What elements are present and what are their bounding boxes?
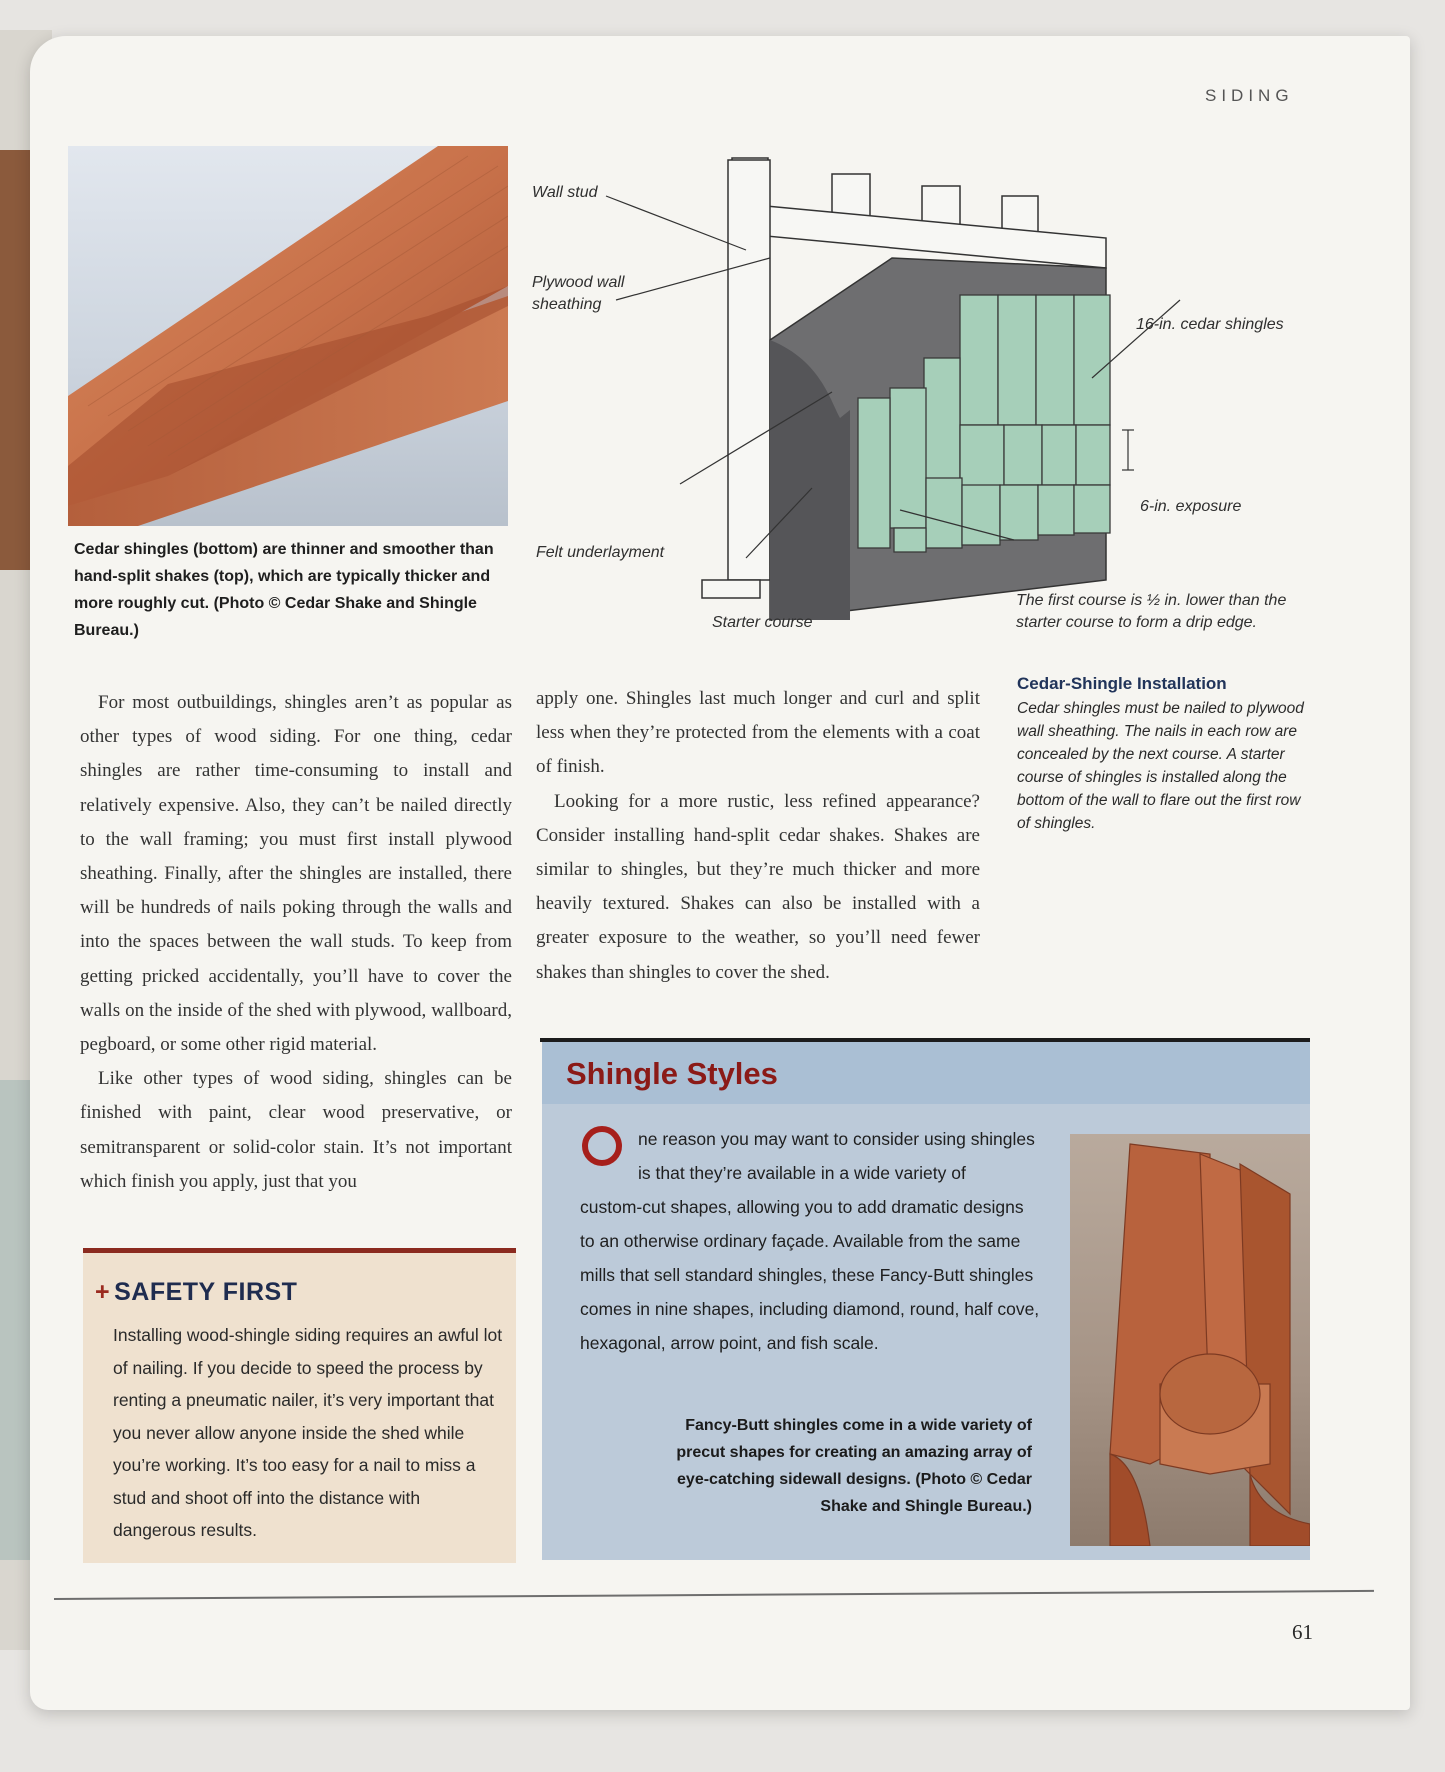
diagram-caption — [1017, 674, 1317, 835]
label-exposure: 6-in. exposure — [1140, 498, 1242, 515]
fancy-butt-illustration — [1070, 1134, 1310, 1546]
label-wall-stud: Wall stud — [532, 184, 598, 201]
fancy-butt-shingles-photo — [1070, 1134, 1310, 1546]
diagram-caption-title: Cedar-Shingle Installation — [1017, 674, 1227, 693]
label-starter-course: Starter course — [712, 614, 813, 631]
page-number: 61 — [1292, 1620, 1313, 1644]
shingle-styles-title: Shingle Styles — [566, 1056, 778, 1091]
body-paragraph: For most outbuildings, shingles aren’t as popular as other types of wood siding. For one thing, cedar shingles are rather time-consuming to install and relatively expensive. Also, they can’t be nailed directly to the wall framing; you must first install plywood sheathing. Finally, after the shingles are installed, there will be hundreds of nails poking through the walls and into the spaces between the wall studs. To keep from getting pricked accidentally, you’ll have to cover the walls on the inside of the shed with plywood, wallboard, pegboard, or some other rigid material. — [80, 692, 512, 1056]
label-felt: Felt underlayment — [536, 544, 665, 561]
label-first-course-1: The first course is ½ in. lower than the — [1016, 592, 1287, 609]
intro-rest: custom-cut shapes, allowing you to add dramatic designs to an otherwise ordinary façade. Available from the same mills that sell standard shingles, these Fancy-Butt shingles comes in nine shapes, including diamond, round, half cove, hexagonal, arrow point, and fish scale. — [580, 1197, 1040, 1353]
photo-caption: Cedar shingles (bottom) are thinner and smoother than hand-split shakes (top), which are typically thicker and more roughly cut. (Photo © Cedar Shake and Shingle Bureau.) — [74, 541, 494, 639]
label-first-course-2: starter course to form a drip edge. — [1016, 614, 1257, 631]
diagram-drawing — [520, 140, 1310, 660]
diagram-caption-text: Cedar shingles must be nailed to plywood wall sheathing. The nails in each row are concealed by the next course. A starter course of shingles is installed along the bottom of the wall to flare out the first row of shingles. — [1017, 700, 1304, 832]
shingle-shake-photo — [68, 146, 508, 526]
fancy-butt-caption: Fancy-Butt shingles come in a wide variety of precut shapes for creating an amazing array of eye-catching sidewall designs. (Photo © Cedar Shake and Shingle Bureau.) — [676, 1417, 1032, 1515]
shingle-styles-intro — [580, 1122, 1040, 1360]
safety-text: Installing wood-shingle siding requires an awful lot of nailing. If you decide to speed the process by renting a pneumatic nailer, it’s very important that you never allow anyone inside the shed while you’re working. It’s too easy for a nail to miss a stud and shoot off into the distance with dangerous results. — [113, 1325, 503, 1540]
label-cedar-shingles: 16-in. cedar shingles — [1136, 316, 1284, 333]
safety-heading — [95, 1278, 297, 1307]
body-column-2 — [536, 682, 980, 990]
body-paragraph: Like other types of wood siding, shingles can be finished with paint, clear wood preservative, or semitransparent or solid-color stain. It’s not important which finish you apply, just that you — [80, 1068, 512, 1192]
running-head: SIDING — [1205, 86, 1294, 105]
plus-icon: + — [95, 1278, 111, 1306]
body-column-1 — [80, 686, 512, 1199]
safety-first-box — [83, 1248, 516, 1563]
label-plywood-1: Plywood wall — [532, 274, 625, 291]
label-plywood-2: sheathing — [532, 296, 602, 313]
body-paragraph: apply one. Shingles last much longer and curl and split less when they’re protected from the elements with a coat of finish. — [536, 688, 980, 778]
intro-first-lines: ne reason you may want to consider using shingles is that they’re available in a wide variety of — [638, 1129, 1035, 1183]
safety-title: SAFETY FIRST — [114, 1278, 298, 1306]
shingle-shake-illustration — [68, 146, 508, 526]
shingle-styles-sidebar — [542, 1042, 1310, 1560]
cedar-shingle-diagram — [520, 140, 1310, 660]
body-paragraph: Looking for a more rustic, less refined appearance? Consider installing hand-split cedar shakes. Shakes are similar to shingles, but they’re much thicker and more heavily textured. Shakes can also be installed with a greater exposure to the weather, so you’ll need fewer shakes than shingles to cover the shed. — [536, 790, 980, 983]
